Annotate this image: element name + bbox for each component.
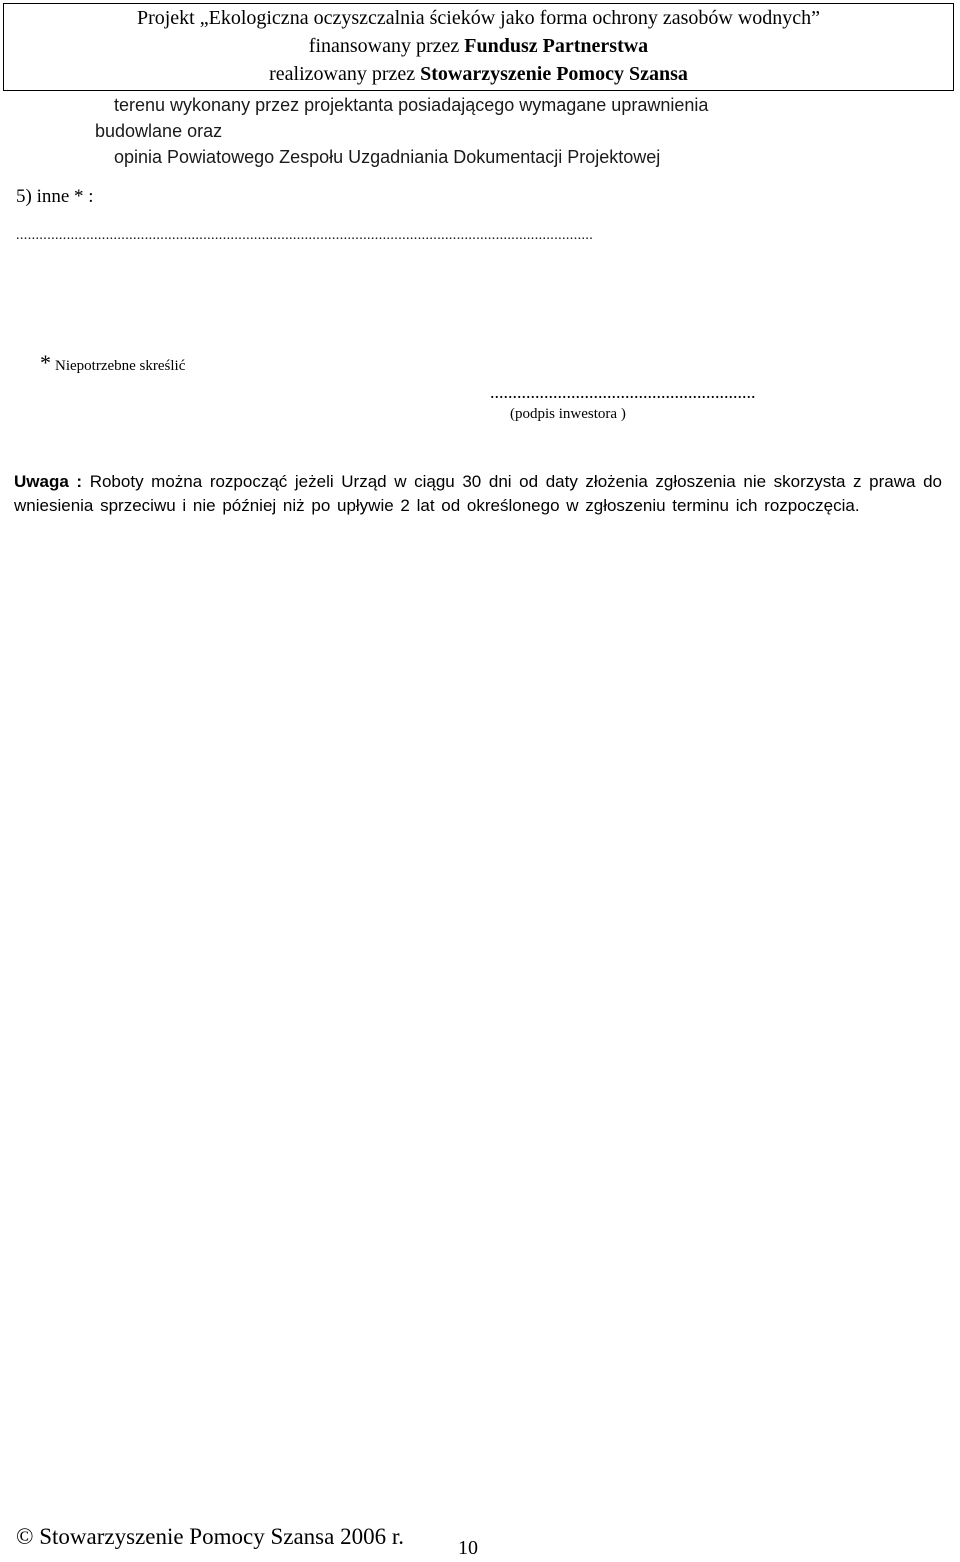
footnote-asterisk: *	[40, 350, 51, 375]
header-funding	[4, 32, 953, 60]
uwaga-text: Roboty można rozpocząć jeżeli Urząd w ciągu 30 dni od daty złożenia zgłoszenia nie skorzysta z prawa do wniesienia sprzeciwu i nie później niż po upływie 2 lat od określonego w zgłoszeniu terminu ich rozpoczęcia.	[14, 472, 942, 515]
header-funding-prefix: finansowany przez	[308, 35, 465, 57]
page-number: 10	[458, 1537, 478, 1559]
item-5-label: 5) inne * :	[16, 186, 94, 207]
header-title: Projekt „Ekologiczna oczyszczalnia ścieków jako forma ochrony zasobów wodnych”	[136, 7, 821, 29]
body-line-1: terenu wykonany przez projektanta posiadającego wymagane uprawnienia	[114, 95, 709, 115]
header-funding-name: Fundusz Partnerstwa	[464, 35, 649, 57]
uwaga-note	[14, 470, 942, 518]
signature-dotted-line: ...........................................................	[490, 382, 756, 402]
signature-caption: (podpis inwestora )	[510, 406, 626, 422]
project-header	[3, 3, 954, 91]
footnote	[40, 350, 185, 376]
uwaga-label: Uwaga :	[14, 472, 83, 491]
signature-block	[490, 383, 890, 425]
body-line-2: budowlane oraz	[95, 121, 223, 141]
body-line-3: opinia Powiatowego Zespołu Uzgadniania Dokumentacji Projektowej	[114, 147, 661, 167]
item-5-dotted-line: ....................................................................................................................................................	[16, 228, 594, 243]
header-organizer	[4, 60, 953, 88]
header-organizer-name: Stowarzyszenie Pomocy Szansa	[420, 63, 688, 85]
footer-copyright: © Stowarzyszenie Pomocy Szansa 2006 r.	[16, 1524, 404, 1549]
header-organizer-prefix: realizowany przez	[269, 63, 421, 85]
footnote-text: Niepotrzebne skreślić	[55, 358, 186, 374]
